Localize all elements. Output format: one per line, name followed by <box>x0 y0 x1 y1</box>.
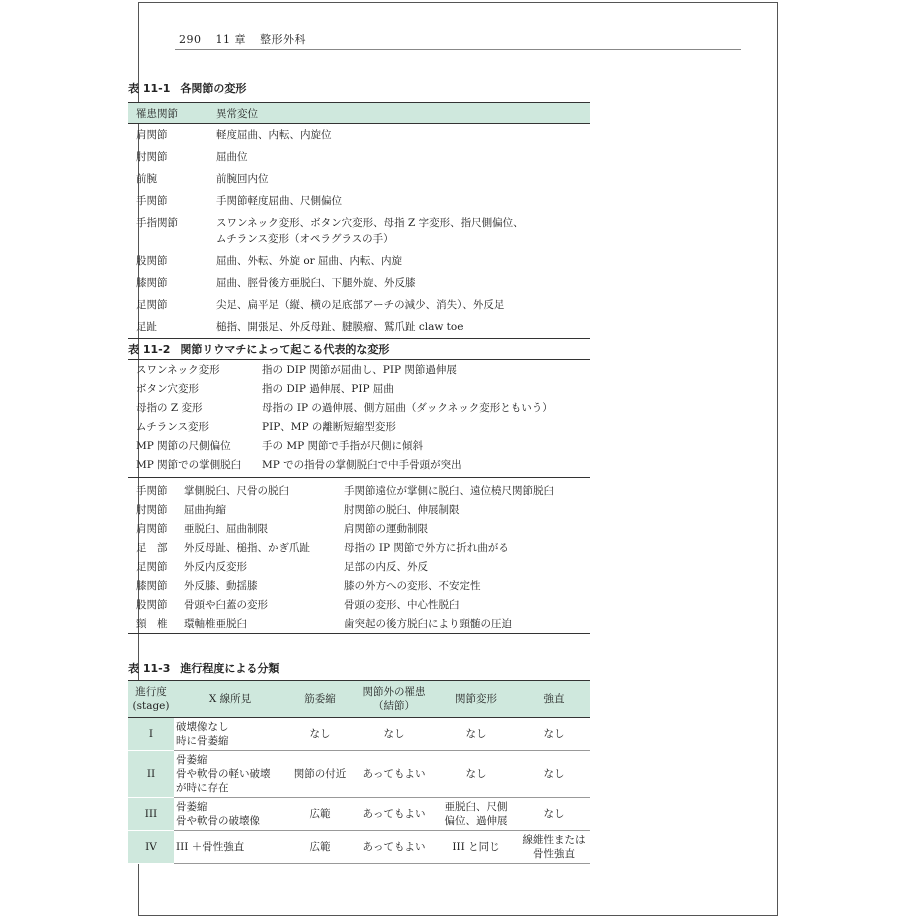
description-cell: 膝の外方への変形、不安定性 <box>344 580 481 592</box>
joint-cell: 足趾 <box>136 321 157 333</box>
table-row <box>128 360 590 379</box>
table-row <box>128 294 590 316</box>
table-row <box>128 436 590 455</box>
deformity-cell: 屈曲拘縮 <box>184 504 226 516</box>
table-cell: 広範 <box>286 831 354 864</box>
table-row <box>128 595 590 614</box>
table2-section-a <box>128 360 590 474</box>
table-cell: 線維性または 骨性強直 <box>518 831 590 864</box>
table3-col-stage: 進行度 (stage) <box>128 681 174 718</box>
table-row <box>128 576 590 595</box>
description-cell: 肘関節の脱臼、伸展制限 <box>344 504 460 516</box>
deformity-name-cell: 母指の Z 変形 <box>136 402 203 414</box>
deformity-cell: 軽度屈曲、内転、内旋位 <box>216 129 332 141</box>
table-cell: 広範 <box>286 798 354 831</box>
description-cell: 骨頭の変形、中心性脱臼 <box>344 599 460 611</box>
table-row <box>128 417 590 436</box>
page-number: 290 <box>179 33 202 46</box>
table-row <box>128 398 590 417</box>
table1-caption <box>128 80 246 96</box>
table1 <box>128 102 590 339</box>
table1-body <box>128 124 590 339</box>
table-row <box>128 481 590 500</box>
table-row <box>128 538 590 557</box>
joint-cell: 膝関節 <box>136 580 168 592</box>
table-row <box>128 190 590 212</box>
table1-col-deformity: 異常変位 <box>216 107 258 120</box>
joint-cell: 膝関節 <box>136 277 168 289</box>
deformity-cell: 屈曲位 <box>216 151 248 163</box>
table-row <box>128 168 590 190</box>
table-row <box>128 718 590 751</box>
deformity-cell: 前腕回内位 <box>216 173 269 185</box>
table2 <box>128 359 590 634</box>
table3-title: 進行程度による分類 <box>180 662 280 675</box>
table3-body <box>128 718 590 864</box>
stage-cell: I <box>128 718 174 751</box>
table-cell: III ＋骨性強直 <box>174 831 286 864</box>
description-cell: 母指の IP 関節で外方に折れ曲がる <box>344 542 509 554</box>
table2-section-b <box>128 477 590 633</box>
table3-col-extra: 関節外の罹患 （結節） <box>354 681 434 718</box>
table2-number: 表 11-2 <box>128 343 171 356</box>
deformity-name-cell: ムチランス変形 <box>136 421 209 433</box>
description-cell: 肩関節の運動制限 <box>344 523 428 535</box>
table3-col-deform: 関節変形 <box>434 681 518 718</box>
table3-caption <box>128 660 279 676</box>
joint-cell: 肩関節 <box>136 523 168 535</box>
deformity-cell: 亜脱臼、屈曲制限 <box>184 523 268 535</box>
table-row <box>128 751 590 798</box>
deformity-cell: 環軸椎亜脱臼 <box>184 618 247 630</box>
table-row <box>128 831 590 864</box>
table-row <box>128 212 590 250</box>
deformity-cell: スワンネック変形、ボタン穴変形、母指 Z 字変形、指尺側偏位、 ムチランス変形（オペラグラスの手） <box>216 217 524 245</box>
table-cell: なし <box>518 751 590 798</box>
description-cell: 足部の内反、外反 <box>344 561 428 573</box>
joint-cell: 足 部 <box>136 542 168 554</box>
stage-cell: III <box>128 798 174 831</box>
page-header <box>179 31 316 47</box>
joint-cell: 手関節 <box>136 195 168 207</box>
table-row <box>128 798 590 831</box>
joint-cell: 股関節 <box>136 599 168 611</box>
table-row <box>128 500 590 519</box>
table3-col-xray: X 線所見 <box>174 681 286 718</box>
table-cell: なし <box>518 798 590 831</box>
joint-cell: 頸 椎 <box>136 618 168 630</box>
table-row <box>128 614 590 633</box>
table1-title: 各関節の変形 <box>180 82 247 95</box>
table2-title: 関節リウマチによって起こる代表的な変形 <box>180 343 390 356</box>
stage-cell: IV <box>128 831 174 864</box>
description-cell: 手の MP 関節で手指が尺側に傾斜 <box>262 440 423 452</box>
table-row <box>128 146 590 168</box>
deformity-cell: 外反母趾、槌指、かぎ爪趾 <box>184 542 310 554</box>
deformity-cell: 槌指、開張足、外反母趾、腱膜瘤、鷲爪趾 claw toe <box>216 321 464 333</box>
joint-cell: 足関節 <box>136 299 168 311</box>
joint-cell: 肩関節 <box>136 129 168 141</box>
table3 <box>128 680 590 864</box>
table-cell: 骨萎縮 骨や軟骨の軽い破壊 が時に存在 <box>174 751 286 798</box>
table-cell: あってもよい <box>354 831 434 864</box>
table-row <box>128 124 590 146</box>
joint-cell: 前腕 <box>136 173 157 185</box>
table-cell: なし <box>286 718 354 751</box>
table-row <box>128 519 590 538</box>
header-rule <box>175 49 741 50</box>
description-cell: 手関節遠位が掌側に脱臼、遠位橈尺関節脱臼 <box>344 485 554 497</box>
table-cell: なし <box>354 718 434 751</box>
joint-cell: 手関節 <box>136 485 168 497</box>
table-cell: 亜脱臼、尺側 偏位、過伸展 <box>434 798 518 831</box>
joint-cell: 足関節 <box>136 561 168 573</box>
table-cell: 破壊像なし 時に骨萎縮 <box>174 718 286 751</box>
table3-col-ankylosis: 強直 <box>518 681 590 718</box>
joint-cell: 股関節 <box>136 255 168 267</box>
table1-number: 表 11-1 <box>128 82 171 95</box>
description-cell: PIP、MP の離断短縮型変形 <box>262 421 396 433</box>
table-cell: III と同じ <box>434 831 518 864</box>
chapter-title: 整形外科 <box>260 33 306 46</box>
chapter-number: 11 章 <box>215 33 246 46</box>
table-row <box>128 316 590 339</box>
table-cell: 骨萎縮 骨や軟骨の破壊像 <box>174 798 286 831</box>
deformity-name-cell: MP 関節での掌側脱臼 <box>136 459 242 471</box>
description-cell: 指の DIP 関節が屈曲し、PIP 関節過伸展 <box>262 364 457 376</box>
deformity-cell: 手関節軽度屈曲、尺側偏位 <box>216 195 342 207</box>
table-cell: あってもよい <box>354 751 434 798</box>
deformity-cell: 尖足、扁平足（縦、横の足底部アーチの減少、消失）、外反足 <box>216 299 505 311</box>
deformity-name-cell: MP 関節の尺側偏位 <box>136 440 231 452</box>
description-cell: 母指の IP の過伸展、側方屈曲（ダックネック変形ともいう） <box>262 402 553 414</box>
table-row <box>128 272 590 294</box>
deformity-cell: 外反内反変形 <box>184 561 247 573</box>
table1-header-row <box>128 102 590 124</box>
description-cell: 歯突起の後方脱臼により頸髄の圧迫 <box>344 618 512 630</box>
table-cell: 関節の付近 <box>286 751 354 798</box>
table1-col-joint: 罹患関節 <box>136 107 178 120</box>
joint-cell: 肘関節 <box>136 151 168 163</box>
table-cell: あってもよい <box>354 798 434 831</box>
table3-col-atrophy: 筋委縮 <box>286 681 354 718</box>
table-row <box>128 250 590 272</box>
description-cell: 指の DIP 過伸展、PIP 屈曲 <box>262 383 394 395</box>
joint-cell: 手指関節 <box>136 217 178 229</box>
joint-cell: 肘関節 <box>136 504 168 516</box>
deformity-name-cell: スワンネック変形 <box>136 364 220 376</box>
table3-header-row <box>128 681 590 718</box>
table-cell: なし <box>518 718 590 751</box>
deformity-cell: 外反膝、動揺膝 <box>184 580 258 592</box>
deformity-cell: 屈曲、脛骨後方亜脱臼、下腿外旋、外反膝 <box>216 277 416 289</box>
table-row <box>128 557 590 576</box>
table2-caption <box>128 341 389 357</box>
deformity-name-cell: ボタン穴変形 <box>136 383 199 395</box>
description-cell: MP での指骨の掌側脱臼で中手骨頭が突出 <box>262 459 462 471</box>
deformity-cell: 掌側脱臼、尺骨の脱臼 <box>184 485 289 497</box>
table-cell: なし <box>434 718 518 751</box>
stage-cell: II <box>128 751 174 798</box>
table-row <box>128 455 590 474</box>
deformity-cell: 屈曲、外転、外旋 or 屈曲、内転、内旋 <box>216 255 403 267</box>
table-row <box>128 379 590 398</box>
table3-number: 表 11-3 <box>128 662 171 675</box>
table-cell: なし <box>434 751 518 798</box>
deformity-cell: 骨頭や臼蓋の変形 <box>184 599 268 611</box>
